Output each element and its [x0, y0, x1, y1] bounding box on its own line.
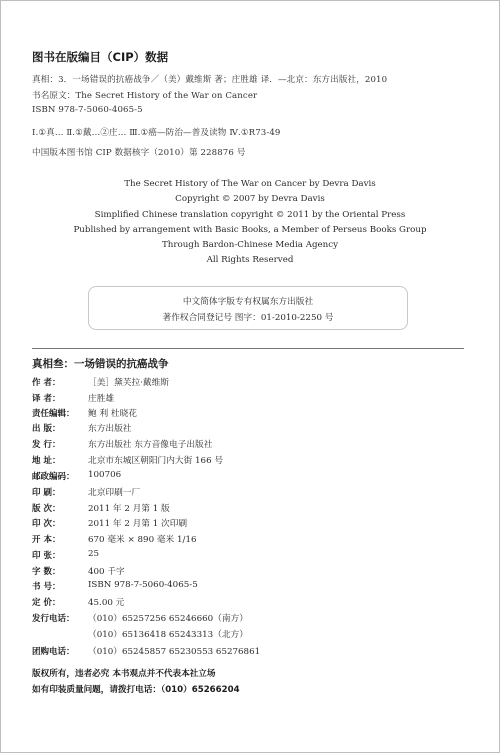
cip-line-cip-number: 中国版本图书馆 CIP 数据核字（2010）第 228876 号 [32, 148, 246, 158]
info-label: 发 行： [32, 440, 61, 450]
info-value: 670 毫米 × 890 毫米 1/16 [88, 535, 197, 545]
registration-box [88, 286, 408, 330]
info-label: 开 本： [32, 535, 61, 545]
registration-line-rights: 中文简体字版专有权属东方出版社 [182, 297, 314, 307]
info-label: 译 者： [32, 394, 61, 404]
info-value: 45.00 元 [88, 598, 125, 608]
info-value: 东方出版社 [88, 424, 132, 434]
info-value: （010）65136418 65243313（北方） [88, 630, 248, 640]
cip-heading: 图书在版编目（CIP）数据 [32, 50, 169, 64]
info-value: （010）65257256 65246660（南方） [88, 614, 248, 624]
info-value: 北京印刷一厂 [88, 488, 141, 498]
english-line-agency: Through Bardon-Chinese Media Agency [161, 240, 339, 251]
info-value: ［美］黛芙拉·戴维斯 [88, 378, 169, 388]
info-value: 400 千字 [88, 567, 125, 577]
info-label: 发行电话： [32, 614, 75, 624]
quality-notice: 如有印装质量问题，请拨打电话：（010）65266204 [32, 685, 240, 695]
cip-line-original-title: 书名原文：The Secret History of the War on Cancer [32, 91, 258, 101]
info-value: 100706 [88, 470, 122, 480]
info-label: 作 者： [32, 378, 61, 388]
rights-notice: 版权所有，违者必究 本书观点并不代表本社立场 [32, 669, 216, 679]
book-title: 真相叁：一场错误的抗癌战争 [32, 358, 169, 370]
divider-top [32, 348, 464, 349]
info-value: ISBN 978-7-5060-4065-5 [88, 580, 198, 590]
info-label: 印 刷： [32, 488, 61, 498]
info-value: 鲍 利 杜晓花 [88, 409, 137, 419]
info-value: 2011 年 2 月第 1 次印刷 [88, 519, 188, 529]
cip-line-isbn: ISBN 978-7-5060-4065-5 [32, 105, 143, 115]
english-copyright-block [60, 177, 440, 269]
info-label: 印 次： [32, 519, 61, 529]
registration-line-number: 著作权合同登记号 图字：01-2010-2250 号 [162, 313, 334, 323]
info-label: 责任编辑： [32, 409, 75, 419]
info-value: 北京市东城区朝阳门内大街 166 号 [88, 456, 224, 466]
info-label: 书 号： [32, 582, 61, 592]
info-value: 庄胜雄 [88, 394, 115, 404]
english-line-title: The Secret History of The War on Cancer by Devra Davis [124, 179, 376, 189]
info-label: 地 址： [32, 456, 61, 466]
info-label: 版 次： [32, 504, 61, 514]
info-value: （010）65245857 65230553 65276861 [88, 647, 261, 657]
english-line-rights: All Rights Reserved [206, 255, 294, 266]
info-label: 团购电话： [32, 647, 75, 657]
english-line-copyright: Copyright © 2007 by Devra Davis [175, 194, 325, 205]
info-label: 字 数： [32, 567, 61, 577]
info-label: 出 版： [32, 424, 61, 434]
cip-line-classification: Ⅰ.①真… Ⅱ.①戴…②庄… Ⅲ.①癌—防治—普及读物 Ⅳ.①R73-49 [32, 128, 281, 138]
info-value: 2011 年 2 月第 1 版 [88, 504, 170, 514]
info-value: 东方出版社 东方音像电子出版社 [88, 440, 213, 450]
cip-line-catalog: 真相：3．一场错误的抗癌战争／（美）戴维斯 著；庄胜雄 译．—北京：东方出版社，2010 [32, 75, 388, 85]
info-label: 邮政编码： [32, 472, 75, 482]
info-label: 印 张： [32, 551, 61, 561]
english-line-published: Published by arrangement with Basic Books, a Member of Perseus Books Group [73, 224, 427, 235]
info-label: 定 价： [32, 598, 61, 608]
info-value: 25 [88, 549, 100, 559]
english-line-translation: Simplified Chinese translation copyright © 2011 by the Oriental Press [94, 209, 406, 220]
